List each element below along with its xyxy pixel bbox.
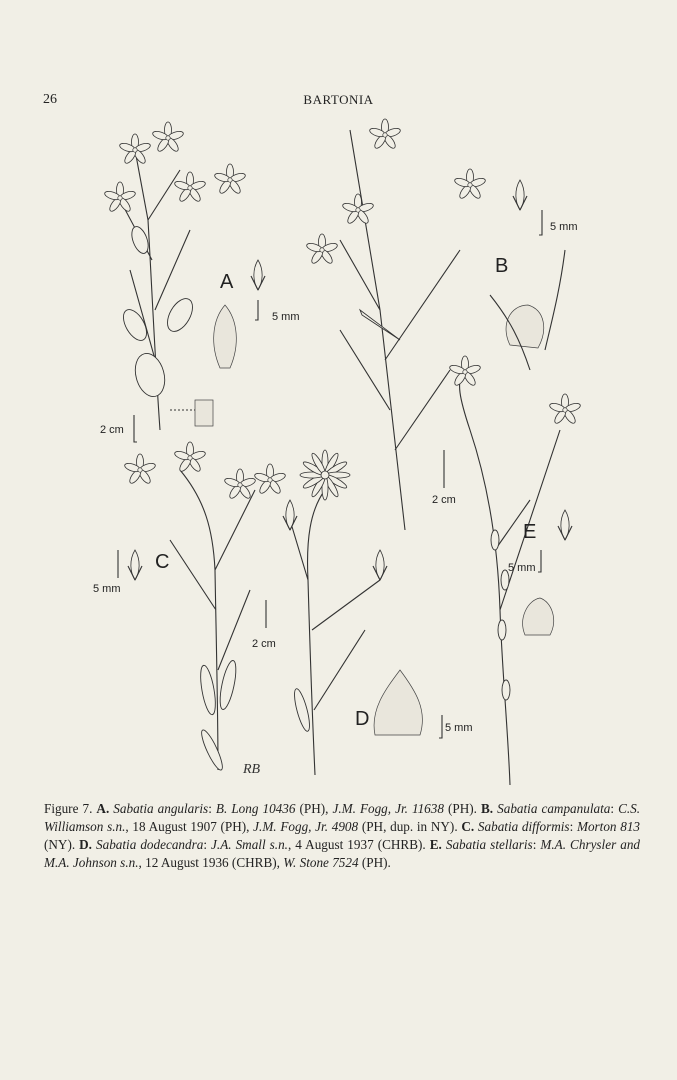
caption-text-1: , 4 August 1937 (CHRB). (287, 837, 430, 852)
caption-letter: C. (461, 819, 475, 834)
panel-a-drawing (104, 122, 265, 430)
scale-c-small: 5 mm (93, 583, 121, 595)
scale-b-small: 5 mm (550, 221, 578, 233)
figure-caption (44, 800, 640, 872)
caption-entry: E. Sabatia stellaris: M.A. Chrysler and M.A. Johnson s.n., 12 August 1936 (CHRB), W. Stone 7524 (PH). (44, 837, 641, 870)
figure-label: Figure 7. (44, 801, 93, 816)
panel-b-drawing (306, 119, 565, 530)
artist-monogram: RB (243, 762, 261, 777)
caption-entry: C. Sabatia difformis: Morton 813 (NY). (44, 819, 641, 852)
caption-entry: A. Sabatia angularis: B. Long 10436 (PH), J.M. Fogg, Jr. 11638 (PH). (96, 801, 481, 816)
caption-species: Sabatia difformis (477, 819, 570, 834)
caption-specimens-italic-1: M.A. Chrysler and M.A. Johnson s.n. (44, 837, 641, 870)
caption-entry: D. Sabatia dodecandra: J.A. Small s.n., 4 August 1937 (CHRB). (79, 837, 430, 852)
caption-specimens-italic-1: J.A. Small s.n. (211, 837, 288, 852)
caption-text-2: (PH, dup. in NY). (358, 819, 462, 834)
caption-letter: D. (79, 837, 92, 852)
scale-b-large: 2 cm (432, 494, 456, 506)
caption-species: Sabatia dodecandra (96, 837, 204, 852)
caption-letter: E. (429, 837, 442, 852)
page-number: 26 (43, 92, 57, 107)
caption-letter: A. (96, 801, 110, 816)
scale-d-small: 5 mm (445, 722, 473, 734)
caption-text-2: (PH). (358, 855, 391, 870)
botanical-figure-plate (40, 110, 640, 800)
caption-letter: B. (481, 801, 494, 816)
caption-text-2: (PH). (443, 801, 481, 816)
panel-label-d: D (355, 708, 370, 730)
caption-specimens-italic-2: J.M. Fogg, Jr. 11638 (332, 801, 444, 816)
caption-text-1: (PH), (295, 801, 333, 816)
caption-species: Sabatia stellaris (445, 837, 533, 852)
figure-drawing (40, 110, 640, 800)
caption-species: Sabatia campanulata (497, 801, 611, 816)
caption-species: Sabatia angularis (113, 801, 209, 816)
scale-a-large: 2 cm (100, 424, 124, 436)
caption-entry: B. Sabatia campanulata: C.S. Williamson s.n., 18 August 1907 (PH), J.M. Fogg, Jr. 4908 (PH, dup. in NY). (44, 801, 641, 834)
scale-e-small: 5 mm (508, 562, 536, 574)
running-header (0, 92, 677, 112)
caption-text-1: , 18 August 1907 (PH), (125, 819, 254, 834)
caption-text-1: , 12 August 1936 (CHRB), (138, 855, 284, 870)
scale-c-large: 2 cm (252, 638, 276, 650)
caption-specimens-italic-1: C.S. Williamson s.n. (44, 801, 641, 834)
panel-label-b: B (495, 255, 509, 277)
panel-label-a: A (220, 271, 234, 293)
journal-title: BARTONIA (303, 92, 374, 107)
panel-label-c: C (155, 551, 170, 573)
caption-specimens-italic-2: J.M. Fogg, Jr. 4908 (253, 819, 359, 834)
panel-c-drawing (124, 442, 287, 772)
panel-label-e: E (523, 521, 537, 543)
scale-a-small: 5 mm (272, 311, 300, 323)
caption-specimens-italic-1: B. Long 10436 (215, 801, 296, 816)
caption-entries (44, 801, 640, 870)
caption-specimens-italic-1: Morton 813 (576, 819, 641, 834)
caption-specimens-italic-2: W. Stone 7524 (283, 855, 359, 870)
caption-text-1: (NY). (44, 837, 80, 852)
